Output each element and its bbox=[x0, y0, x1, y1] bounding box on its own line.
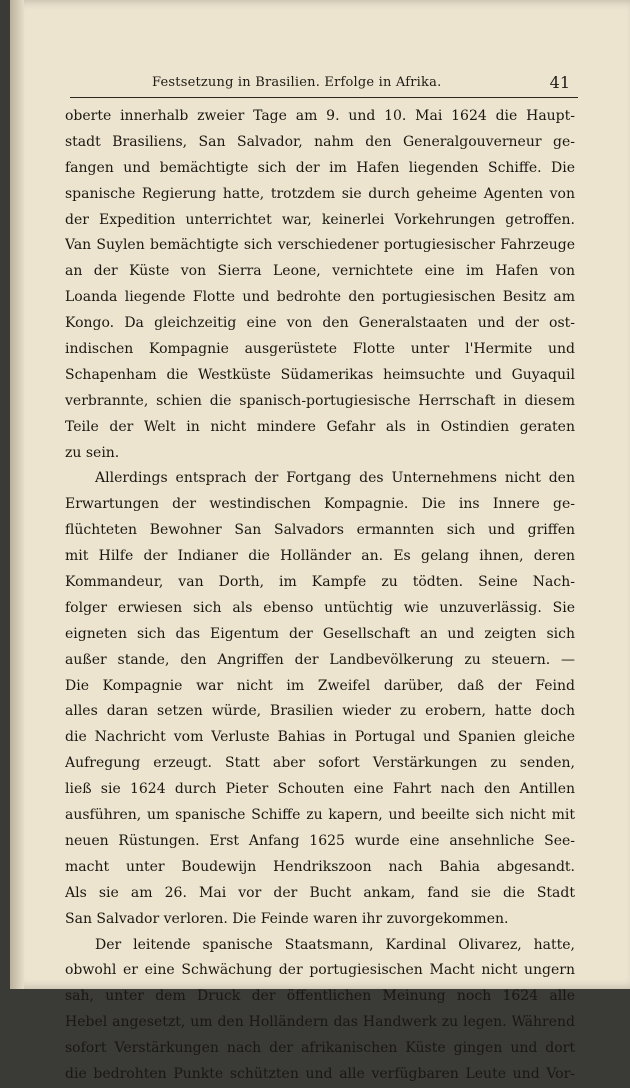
text-line: an der Küste von Sierra Leone, vernichtete eine im Hafen von bbox=[65, 263, 575, 280]
body-text bbox=[65, 104, 575, 1088]
text-line: Als sie am 26. Mai vor der Bucht ankam, fand sie die Stadt bbox=[65, 884, 575, 901]
text-line: ließ sie 1624 durch Pieter Schouten eine Fahrt nach den Antillen bbox=[65, 781, 575, 798]
text-line: eigneten sich das Eigentum der Gesellschaft an und zeigten sich bbox=[65, 625, 575, 642]
text-line: neuen Rüstungen. Erst Anfang 1625 wurde eine ansehnliche See- bbox=[65, 832, 575, 849]
text-line: Der leitende spanische Staatsmann, Kardinal Olivarez, hatte, bbox=[95, 936, 575, 953]
text-line: sah, unter dem Druck der öffentlichen Meinung noch 1624 alle bbox=[65, 988, 575, 1005]
text-line: zu sein. bbox=[65, 444, 120, 461]
text-line: San Salvador verloren. Die Feinde waren ihr zuvorgekommen. bbox=[65, 910, 509, 927]
text-line: flüchteten Bewohner San Salvadors ermannten sich und griffen bbox=[65, 522, 575, 539]
text-line: Die Kompagnie war nicht im Zweifel darüber, daß der Feind bbox=[65, 677, 575, 694]
book-page bbox=[10, 0, 630, 1082]
text-line: Allerdings entsprach der Fortgang des Unternehmens nicht den bbox=[95, 470, 575, 487]
text-line: Hebel angesetzt, um den Holländern das Handwerk zu legen. Während bbox=[65, 1014, 575, 1031]
text-line: oberte innerhalb zweier Tage am 9. und 10. Mai 1624 die Haupt- bbox=[65, 108, 575, 124]
text-line: Kommandeur, van Dorth, im Kampfe zu tödten. Seine Nach- bbox=[65, 574, 575, 591]
text-line: verbrannte, schien die spanisch-portugiesische Herrschaft in diesem bbox=[65, 392, 575, 409]
text-line: Aufregung erzeugt. Statt aber sofort Verstärkungen zu senden, bbox=[65, 755, 575, 772]
text-line: Van Suylen bemächtigte sich verschiedener portugiesischer Fahrzeuge bbox=[65, 237, 575, 254]
text-line: fangen und bemächtigte sich der im Hafen liegenden Schiffe. Die bbox=[65, 159, 575, 176]
text-line: spanische Regierung hatte, trotzdem sie durch geheime Agenten von bbox=[65, 185, 575, 202]
text-line: außer stande, den Angriffen der Landbevölkerung zu steuern. — bbox=[65, 651, 575, 668]
page-number: 41 bbox=[549, 73, 570, 92]
text-line: mit Hilfe der Indianer die Holländer an. Es gelang ihnen, deren bbox=[65, 548, 575, 565]
text-line: Erwartungen der westindischen Kompagnie. Die ins Innere ge- bbox=[65, 496, 575, 513]
text-line: obwohl er eine Schwächung der portugiesischen Macht nicht ungern bbox=[65, 962, 575, 979]
text-line: der Expedition unterrichtet war, keinerlei Vorkehrungen getroffen. bbox=[65, 211, 575, 228]
text-line: Kongo. Da gleichzeitig eine von den Generalstaaten und der ost- bbox=[65, 315, 575, 332]
text-line: stadt Brasiliens, San Salvador, nahm den Generalgouverneur ge- bbox=[65, 133, 575, 150]
text-line: die bedrohten Punkte schützten und alle verfügbaren Leute und Vor- bbox=[65, 1065, 575, 1082]
text-line: Schapenham die Westküste Südamerikas heimsuchte und Guyaquil bbox=[65, 366, 575, 383]
text-line: Teile der Welt in nicht mindere Gefahr als in Ostindien geraten bbox=[65, 418, 575, 435]
text-line: alles daran setzen würde, Brasilien wieder zu erobern, hatte doch bbox=[65, 703, 575, 720]
text-line: indischen Kompagnie ausgerüstete Flotte unter l'Hermite und bbox=[65, 341, 575, 358]
text-line: macht unter Boudewijn Hendrikszoon nach Bahia abgesandt. bbox=[65, 858, 575, 875]
text-line: folger erwiesen sich als ebenso untüchtig wie unzuverlässig. Sie bbox=[65, 599, 575, 616]
text-line: ausführen, um spanische Schiffe zu kapern, und beeilte sich nicht mit bbox=[65, 807, 575, 824]
text-line: die Nachricht vom Verluste Bahias in Portugal und Spanien gleiche bbox=[65, 729, 575, 746]
text-line: Loanda liegende Flotte und bedrohte den portugiesischen Besitz am bbox=[65, 289, 575, 306]
text-line: sofort Verstärkungen nach der afrikanischen Küste gingen und dort bbox=[65, 1040, 575, 1057]
page-header bbox=[70, 71, 578, 98]
running-title: Festsetzung in Brasilien. Erfolge in Afrika. bbox=[152, 75, 442, 90]
page-gutter bbox=[10, 0, 24, 989]
